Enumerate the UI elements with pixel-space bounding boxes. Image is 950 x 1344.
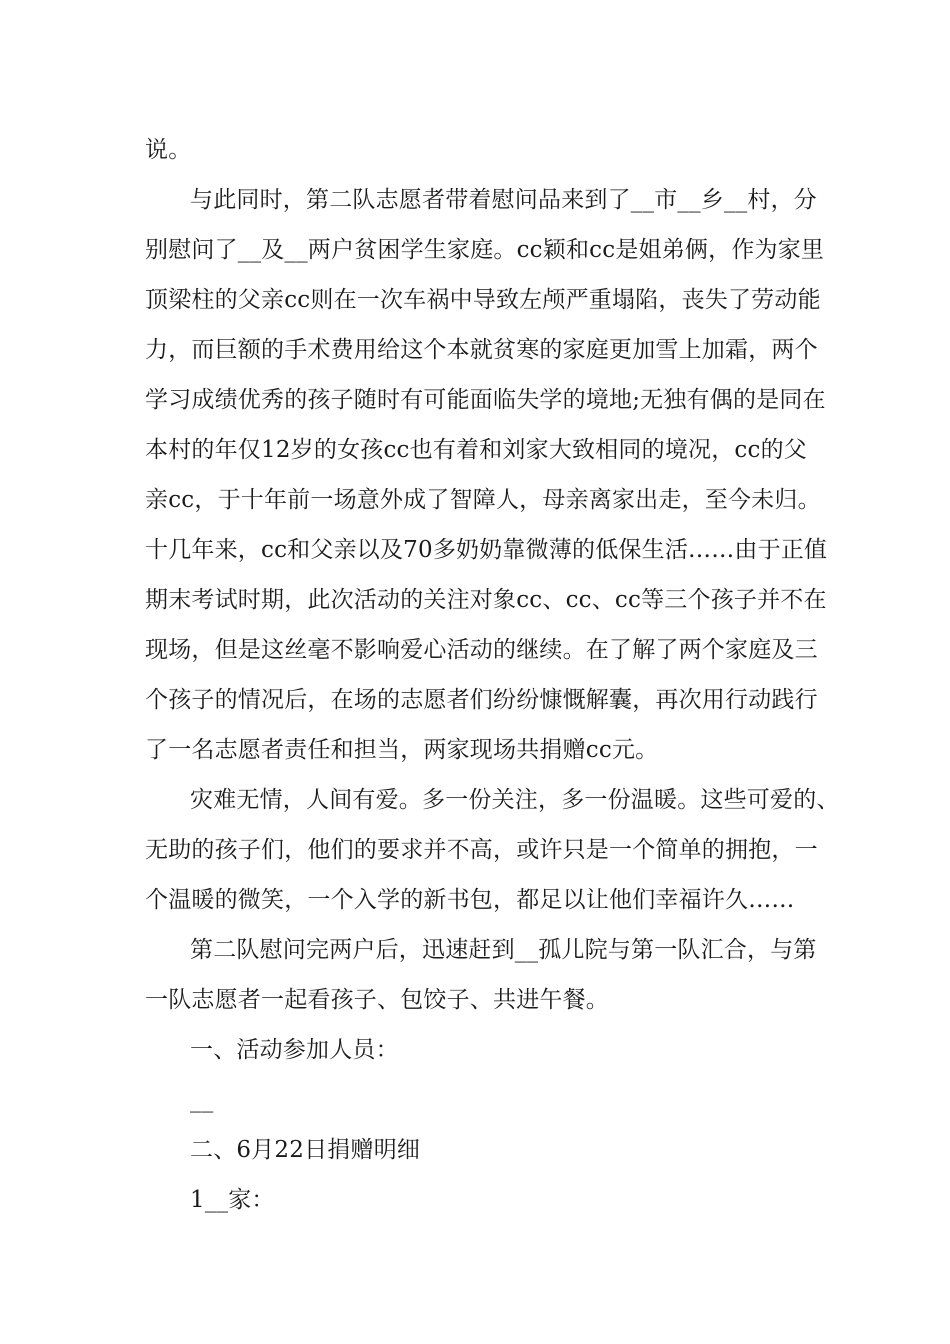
section-heading: 一、活动参加人员： xyxy=(190,1037,399,1063)
text-line: 个温暖的微笑，一个入学的新书包，都足以让他们幸福许久…… xyxy=(145,887,795,913)
paragraph-start-line: 灾难无情，人间有爱。多一份关注，多一份温暖。这些可爱的、 xyxy=(190,787,840,813)
paragraph-start-line: 与此同时，第二队志愿者带着慰问品来到了__市__乡__村，分 xyxy=(190,187,817,213)
text-line: 个孩子的情况后，在场的志愿者们纷纷慷慨解囊，再次用行动践行 xyxy=(145,687,818,713)
text-line: 无助的孩子们，他们的要求并不高，或许只是一个简单的拥抱，一 xyxy=(145,837,818,863)
placeholder-blank: __ xyxy=(190,1087,214,1113)
list-item: 1__家： xyxy=(190,1187,275,1213)
text-line: 别慰问了__及__两户贫困学生家庭。cc颖和cc是姐弟俩，作为家里 xyxy=(145,237,825,263)
text-line: 力，而巨额的手术费用给这个本就贫寒的家庭更加雪上加霜，两个 xyxy=(145,337,818,363)
text-line: 顶梁柱的父亲cc则在一次车祸中导致左颅严重塌陷，丧失了劳动能 xyxy=(145,287,821,313)
paragraph-start-line: 第二队慰问完两户后，迅速赶到__孤儿院与第一队汇合，与第 xyxy=(190,937,817,963)
text-line: 一队志愿者一起看孩子、包饺子、共进午餐。 xyxy=(145,987,609,1013)
text-line: 现场，但是这丝毫不影响爱心活动的继续。在了解了两个家庭及三 xyxy=(145,637,818,663)
text-line: 亲cc，于十年前一场意外成了智障人，母亲离家出走，至今未归。 xyxy=(145,487,821,513)
section-heading: 二、6月22日捐赠明细 xyxy=(190,1137,421,1163)
text-line: 十几年来，cc和父亲以及70多奶奶靠微薄的低保生活……由于正值 xyxy=(145,537,828,563)
text-line: 期末考试时期，此次活动的关注对象cc、cc、cc等三个孩子并不在 xyxy=(145,587,827,613)
text-line: 学习成绩优秀的孩子随时有可能面临失学的境地;无独有偶的是同在 xyxy=(145,387,826,413)
text-line: 说。 xyxy=(145,137,192,163)
text-line: 本村的年仅12岁的女孩cc也有着和刘家大致相同的境况，cc的父 xyxy=(145,437,807,463)
text-line: 了一名志愿者责任和担当，两家现场共捐赠cc元。 xyxy=(145,737,659,763)
